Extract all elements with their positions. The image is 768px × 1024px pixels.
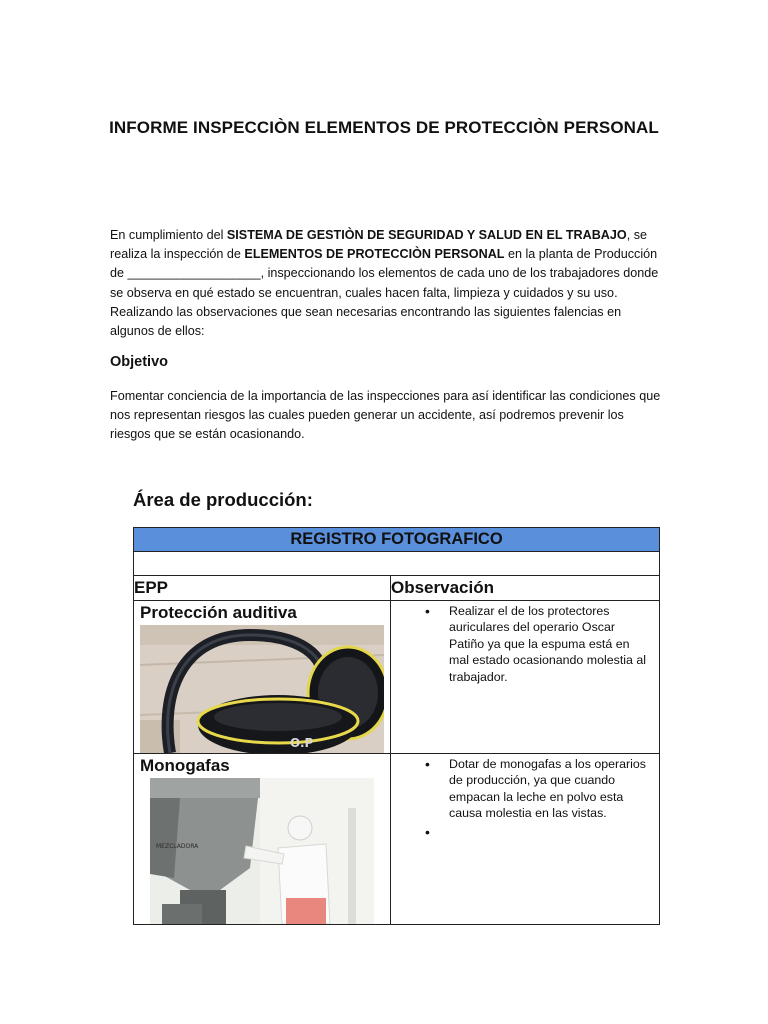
intro-text-3: en la planta de Producción de ___________________, inspeccionando los elementos de cada uno de los trabajadores donde se observa en qué estado se encuentran, cuales hacen falta, limpieza y cuidados y su uso. Realizando las observaciones que sean necesarias encontrando las siguientes falencias en algunos de ellos: [110,247,659,339]
observation-item: • Realizar el de los protectores auriculares del operario Oscar Patiño ya que la espuma está en mal estado ocasionando molestia al trabajador. [391,603,651,685]
column-header-observacion: Observación [391,576,660,601]
observation-cell [391,601,660,754]
machine-label: MEZCLADORA [156,843,199,850]
earmuff-label: O.P [290,736,314,750]
intro-text-2: , se realiza la inspección de [110,228,648,262]
table-row [134,754,660,925]
intro-bold-sgsst: SISTEMA DE GESTIÒN DE SEGURIDAD Y SALUD EN EL TRABAJO [226,228,627,242]
intro-text-1: En cumplimiento del [110,228,227,242]
document-title: INFORME INSPECCIÒN ELEMENTOS DE PROTECCIÒN PERSONAL [109,118,659,137]
epp-name: Monogafas [140,756,230,775]
goggles-photo [150,778,374,924]
table-row [134,601,660,754]
objetivo-text: Fomentar conciencia de la importancia de las inspecciones para así identificar las condiciones que nos representan riesgos las cuales pueden generar un accidente, así podremos prevenir los riesgos que se están ocasionando. [110,389,661,442]
photo-record-table [133,527,660,925]
earmuff-photo [140,625,384,753]
observation-list [391,756,659,840]
observation-cell [391,754,660,925]
epp-name: Protección auditiva [140,603,297,622]
intro-paragraph [110,226,666,341]
table-header-row [134,576,660,601]
observation-list [391,603,659,685]
intro-bold-epp: ELEMENTOS DE PROTECCIÒN PERSONAL [244,247,505,262]
observation-item-empty [391,824,651,840]
table-spacer-row [134,552,660,576]
epp-cell [134,754,391,925]
area-heading: Área de producción: [133,489,313,510]
column-header-epp: EPP [134,576,391,601]
objetivo-heading: Objetivo [110,354,169,370]
table-title: REGISTRO FOTOGRAFICO [134,528,660,552]
epp-cell [134,601,391,754]
observation-item: • Dotar de monogafas a los operarios de producción, ya que cuando empacan la leche en polvo esta causa molestia en las vistas. [391,756,651,822]
